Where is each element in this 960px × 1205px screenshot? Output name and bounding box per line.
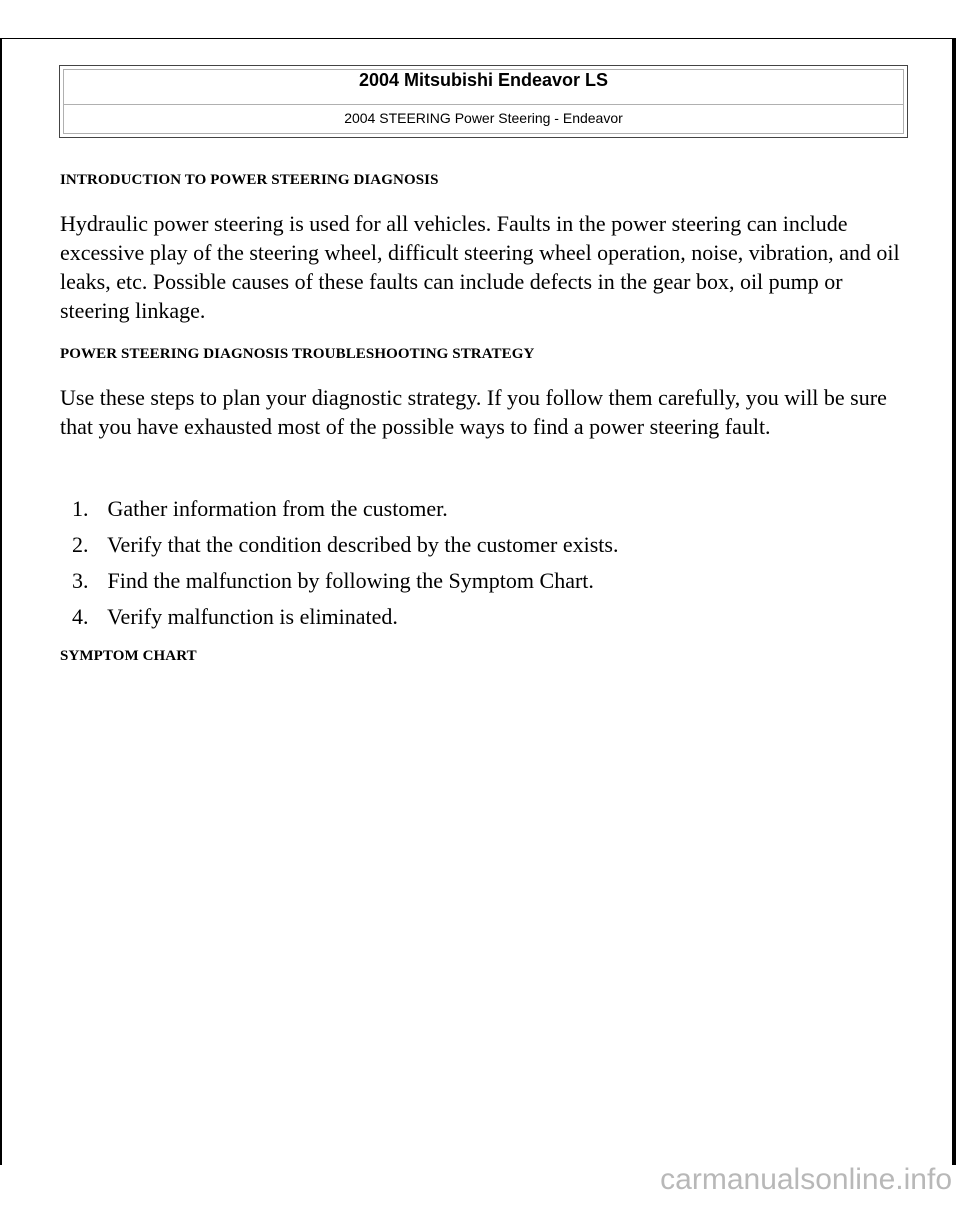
document-header (59, 65, 908, 138)
intro-paragraph: Hydraulic power steering is used for all vehicles. Faults in the power steering can include excessive play of the steering wheel, difficult steering wheel operation, noise, vibration, and oil leaks, etc. Possible causes of these faults can include defects in the gear box, oil pump or steering linkage. (60, 211, 900, 323)
step-item (72, 494, 618, 530)
step-item (72, 566, 618, 602)
step-item (72, 530, 618, 566)
steps-list (72, 494, 618, 638)
strategy-heading: POWER STEERING DIAGNOSIS TROUBLESHOOTING STRATEGY (60, 346, 535, 362)
symptom-chart-heading: SYMPTOM CHART (60, 648, 197, 664)
step-text: Verify that the condition described by the customer exists. (107, 532, 619, 557)
vehicle-title: 2004 Mitsubishi Endeavor LS (358, 70, 609, 90)
site-watermark: carmanualsonline.info (660, 1163, 952, 1196)
header-divider (64, 104, 903, 105)
strategy-paragraph: Use these steps to plan your diagnostic strategy. If you follow them carefully, you will be sure that you have exhausted most of the possible ways to find a power steering fault. (60, 385, 887, 439)
step-text: Verify malfunction is eliminated. (107, 604, 398, 629)
step-number: 1. (72, 496, 89, 521)
intro-heading: INTRODUCTION TO POWER STEERING DIAGNOSIS (60, 172, 439, 188)
section-subtitle: 2004 STEERING Power Steering - Endeavor (344, 110, 623, 126)
step-text: Gather information from the customer. (107, 496, 448, 521)
step-item (72, 602, 618, 638)
step-number: 3. (72, 568, 89, 593)
step-number: 2. (72, 532, 89, 557)
step-number: 4. (72, 604, 89, 629)
step-text: Find the malfunction by following the Symptom Chart. (107, 568, 594, 593)
